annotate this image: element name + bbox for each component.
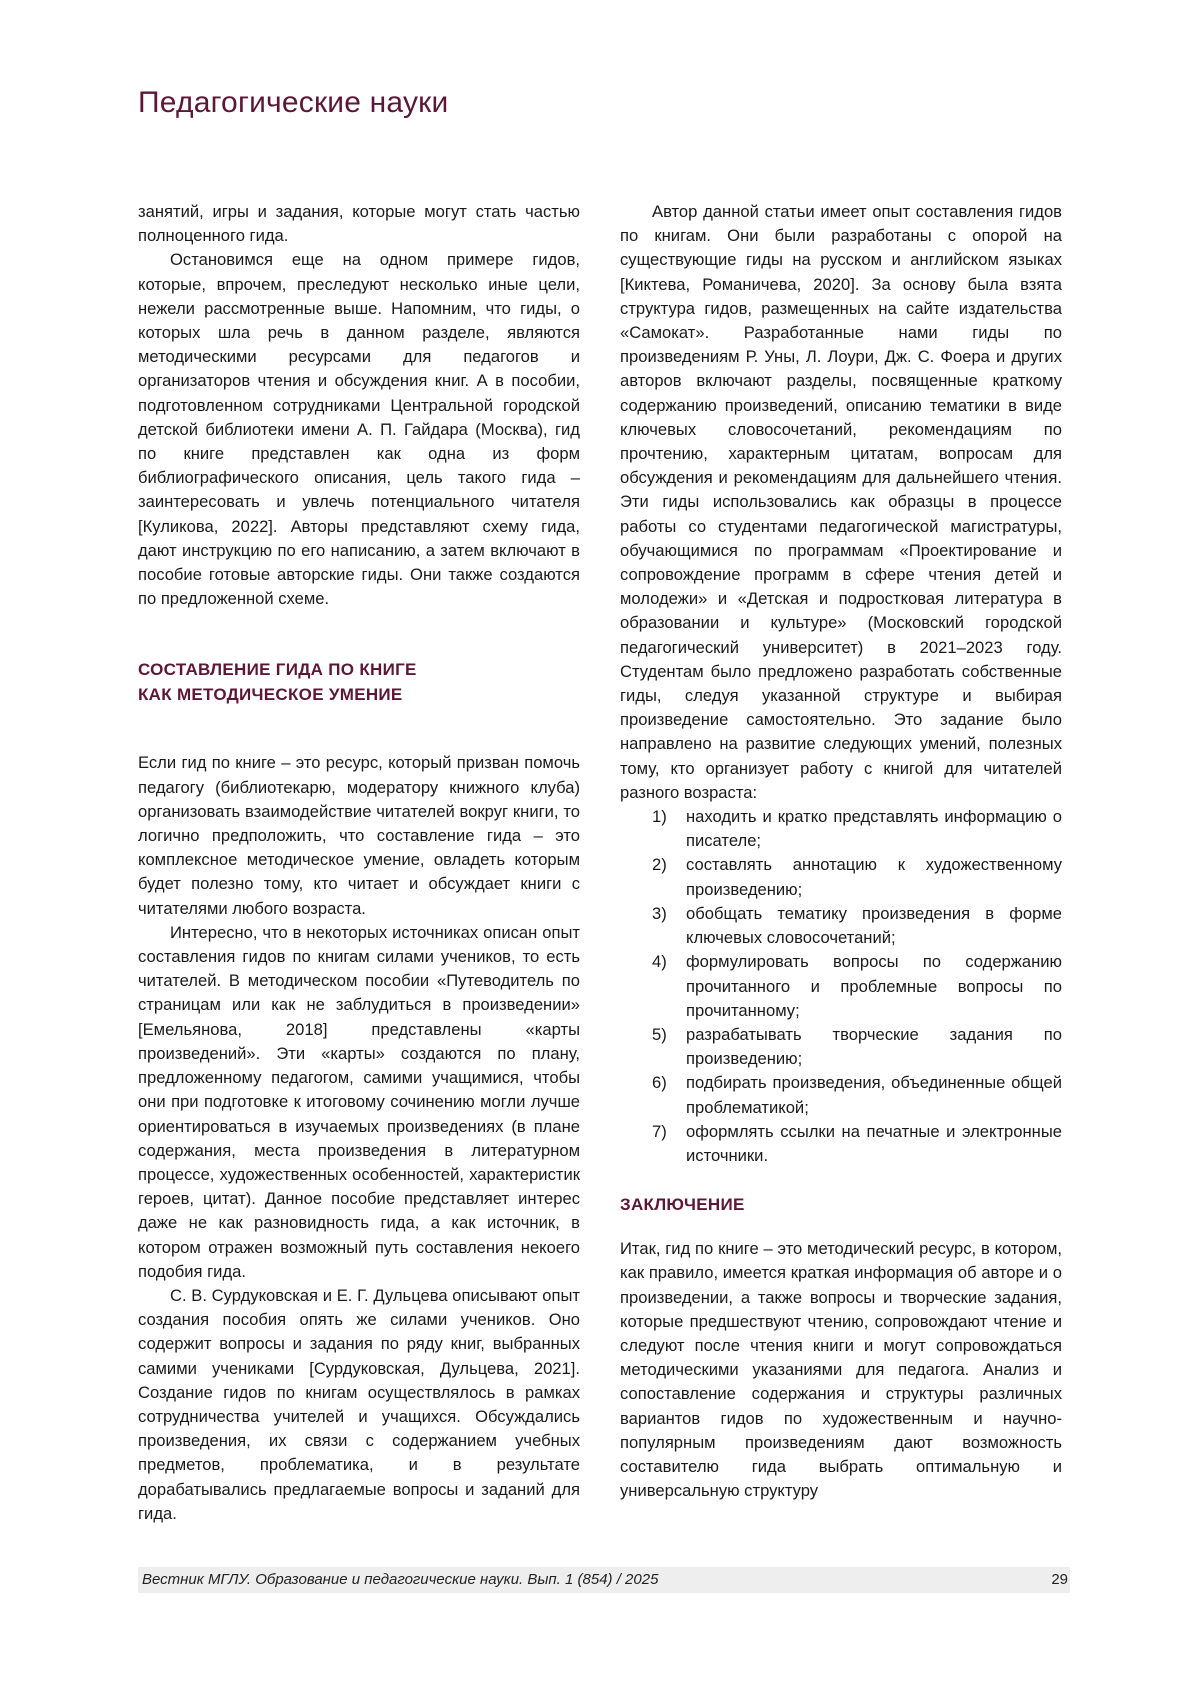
page-header-title: Педагогические науки — [138, 86, 449, 119]
list-item-number: 6) — [652, 1073, 667, 1093]
right-column — [620, 200, 1062, 1503]
paragraph: Интересно, что в некоторых источниках описан опыт составления гидов по книгам силами учеников, то есть читателей. В методическом пособии «Путеводитель по страницам или как не заблудиться в произведении» [Емельянова, 2018] представлены «карты произведений». Эти «карты» создаются по плану, предложенному педагогом, самими учащимися, чтобы они при подготовке к итоговому сочинению могли лучше ориентироваться в изучаемых произведениях (в плане содержания, места произведения в литературном процессе, художественных особенностей, характеристик героев, цитат). Данное пособие представляет интерес даже не как разновидность гида, а как источник, в котором отражен возможный путь составления некоего подобия гида. — [138, 922, 580, 1281]
list-item-text: оформлять ссылки на печатные и электронные источники. — [686, 1121, 1062, 1165]
paragraph: Автор данной статьи имеет опыт составления гидов по книгам. Они были разработаны с опорой на существующие гиды на русском и английском языках [Киктева, Романичева, 2020]. За основу была взята структура гидов, размещенных на сайте издательства «Самокат». Разработанные нами гиды по произведениям Р. Уны, Л. Лоури, Дж. С. Фоера и других авторов включают разделы, посвященные краткому содержанию произведений, описанию тематики в виде ключевых словосочетаний, рекомендациям по прочтению, характерным цитатам, вопросам для обсуждения и рекомендациям для дальнейшего чтения. Эти гиды использовались как образцы в процессе работы со студентами педагогической магистратуры, обучающимися по программам «Проектирование и сопровождение программ в сфере чтения детей и молодежи» и «Детская и подростковая литература в образовании и культуре» (Московский городской педагогический университет) в 2021–2023 году. Студентам было предложено разработать собственные гиды, следуя указанной структуре и выбирая произведение самостоятельно. Это задание было направлено на развитие следующих умений, полезных тому, кто организует работу с книгой для читателей разного возраста: — [620, 202, 1062, 802]
section-heading-line: КАК МЕТОДИЧЕСКОЕ УМЕНИЕ — [138, 685, 403, 705]
list-item-text: разрабатывать творческие задания по произведению; — [686, 1024, 1062, 1069]
list-item-text: подбирать произведения, объединенные общей проблематикой; — [686, 1073, 1062, 1117]
list-item-number: 7) — [652, 1121, 667, 1141]
list-item-text: составлять аннотацию к художественному произведению; — [686, 855, 1062, 899]
list-item — [620, 950, 1062, 1023]
list-item — [620, 902, 1062, 950]
list-item — [620, 805, 1062, 853]
paragraph: занятий, игры и задания, которые могут стать частью полноценного гида. — [138, 202, 580, 246]
section-heading-line: СОСТАВЛЕНИЕ ГИДА ПО КНИГЕ — [138, 660, 417, 680]
section-heading-conclusion: ЗАКЛЮЧЕНИЕ — [620, 1195, 745, 1215]
paragraph: С. В. Сурдуковская и Е. Г. Дульцева описывают опыт создания пособия опять же силами учеников. Оно содержит вопросы и задания по ряду книг, выбранных самими учениками [Сурдуковская, Дульцева, 2021]. Создание гидов по книгам осуществлялось в рамках сотрудничества учителей и учащихся. Обсуждались произведения, их связи с содержанием учебных предметов, проблематика, и в результате дорабатывались предлагаемые вопросы и заданий для гида. — [138, 1285, 580, 1523]
list-item — [620, 1120, 1062, 1168]
paragraph: Если гид по книге – это ресурс, который призван помочь педагогу (библиотекарю, модератору книжного клуба) организовать взаимодействие читателей вокруг книги, то логично предположить, что составление гида – это комплексное методическое умение, овладеть которым будет полезно тому, кто читает и обсуждает книги с читателями любого возраста. — [138, 753, 580, 918]
list-item-number: 1) — [652, 807, 667, 827]
list-item-number: 4) — [652, 952, 667, 972]
left-column — [138, 200, 580, 1526]
list-item-text: обобщать тематику произведения в форме ключевых словосочетаний; — [686, 903, 1062, 948]
list-item — [620, 853, 1062, 901]
list-item-number: 2) — [652, 855, 667, 875]
page-footer — [138, 1567, 1070, 1593]
skills-list — [620, 805, 1062, 1168]
page-number: 29 — [1051, 1571, 1068, 1588]
list-item-number: 5) — [652, 1024, 667, 1044]
section-heading-guide-composition — [138, 657, 580, 707]
footer-journal-title: Вестник МГЛУ. Образование и педагогические науки. Вып. 1 (854) / 2025 — [142, 1571, 659, 1588]
paragraph: Остановимся еще на одном примере гидов, которые, впрочем, преследуют несколько иные цели, нежели рассмотренные выше. Напомним, что гиды, о которых шла речь в данном разделе, являются методическими ресурсами для педагогов и организаторов чтения и обсуждения книг. А в пособии, подготовленном сотрудниками Центральной городской детской библиотеки имени А. П. Гайдара (Москва), гид по книге представлен как одна из форм библиографического описания, цель такого гида – заинтересовать и увлечь потенциального читателя [Куликова, 2022]. Авторы представляют схему гида, дают инструкцию по его написанию, а затем включают в пособие готовые авторские гиды. Они также создаются по предложенной схеме. — [138, 250, 580, 609]
list-item — [620, 1023, 1062, 1071]
paragraph: Итак, гид по книге – это методический ресурс, в котором, как правило, имеется краткая информация об авторе и о произведении, а также вопросы и творческие задания, которые предшествуют чтению, сопровождают чтение и следуют после чтения книги и могут сопровождаться методическими указаниями для педагога. Анализ и сопоставление содержания и структуры различных вариантов гидов по художественным и научно-популярным произведениям дают возможность составителю гида выбрать оптимальную и универсальную структуру — [620, 1239, 1062, 1501]
list-item-number: 3) — [652, 903, 667, 923]
list-item — [620, 1071, 1062, 1119]
list-item-text: находить и кратко представлять информацию о писателе; — [686, 807, 1062, 851]
list-item-text: формулировать вопросы по содержанию прочитанного и проблемные вопросы по прочитанному; — [686, 952, 1062, 1020]
